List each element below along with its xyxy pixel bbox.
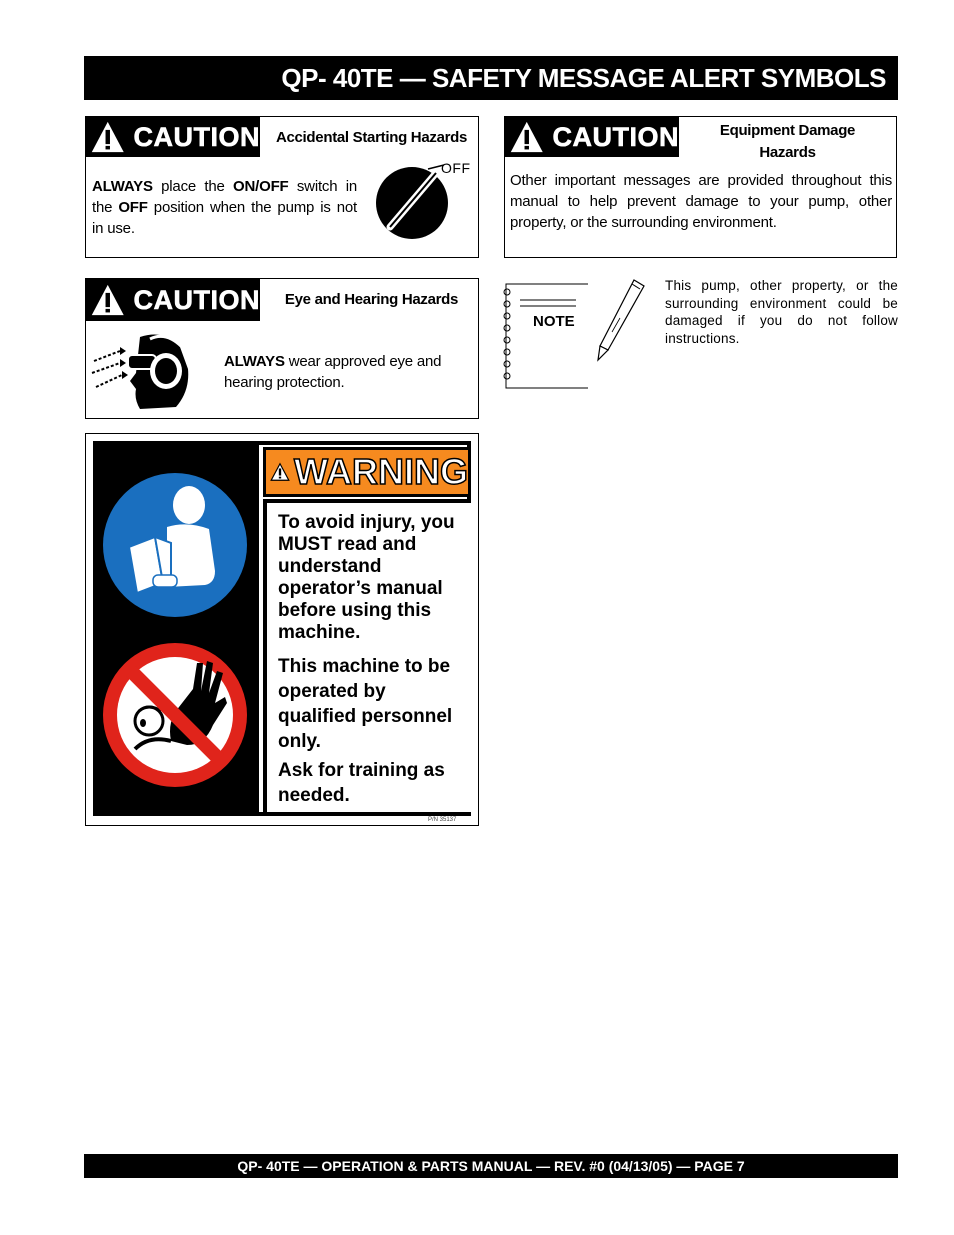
caution-equipment-box bbox=[504, 116, 897, 258]
equipment-text: Other important messages are provided throughout this manual to help prevent damage to your pump, other property, or the surrounding environment. bbox=[510, 172, 892, 231]
warning-decal bbox=[93, 441, 471, 816]
accidental-heading: Accidental Starting Hazards bbox=[275, 129, 468, 146]
warning-msg-qualified: This machine to be operated by qualified personnel only. bbox=[278, 656, 453, 752]
caution-accidental-box bbox=[85, 116, 479, 258]
warning-word: WARNING bbox=[294, 451, 468, 492]
warning-triangle-icon bbox=[90, 118, 126, 156]
off-label: OFF bbox=[441, 160, 471, 176]
symbol-panel bbox=[97, 445, 259, 812]
notebook-icon bbox=[498, 280, 588, 390]
caution-word: CAUTION bbox=[133, 121, 260, 152]
caution-eye-box bbox=[85, 278, 479, 419]
caution-word: CAUTION bbox=[133, 284, 260, 315]
warning-header bbox=[263, 447, 471, 497]
warning-decal-frame bbox=[85, 433, 479, 826]
eye-text: ALWAYS wear approved eye and hearing protection. bbox=[224, 353, 442, 391]
note-text: This pump, other property, or the surrounding environment could be damaged if you do not follow instructions. bbox=[665, 278, 898, 346]
on-off-switch-icon bbox=[374, 163, 450, 239]
page-footer: QP- 40TE — OPERATION & PARTS MANUAL — REV. #0 (04/13/05) — PAGE 7 bbox=[84, 1154, 898, 1178]
eye-heading: Eye and Hearing Hazards bbox=[284, 291, 459, 308]
warning-triangle-icon bbox=[90, 281, 126, 319]
warning-msg-training: Ask for training as needed. bbox=[278, 760, 445, 806]
read-manual-icon bbox=[101, 471, 249, 619]
note-label: NOTE bbox=[533, 313, 575, 330]
caution-label bbox=[86, 279, 260, 321]
accidental-text: ALWAYS place the ON/OFF switch in the OFF position when the pump is not in use. bbox=[92, 178, 358, 237]
equipment-heading: Equipment Damage Hazards bbox=[719, 122, 856, 161]
part-number: P/N 35137 bbox=[428, 817, 457, 823]
page-title: QP- 40TE — SAFETY MESSAGE ALERT SYMBOLS bbox=[84, 56, 898, 100]
caution-label bbox=[505, 117, 679, 157]
caution-word: CAUTION bbox=[552, 121, 679, 152]
warning-triangle-icon bbox=[509, 118, 545, 156]
eye-ear-protection-icon bbox=[90, 329, 200, 411]
no-unauthorized-icon bbox=[101, 641, 249, 789]
warning-triangle-icon bbox=[270, 456, 290, 488]
caution-label bbox=[86, 117, 260, 157]
pencil-icon bbox=[596, 278, 646, 362]
warning-msg-read-manual: To avoid injury, you MUST read and understand operator’s manual before using this machine. bbox=[278, 512, 455, 643]
